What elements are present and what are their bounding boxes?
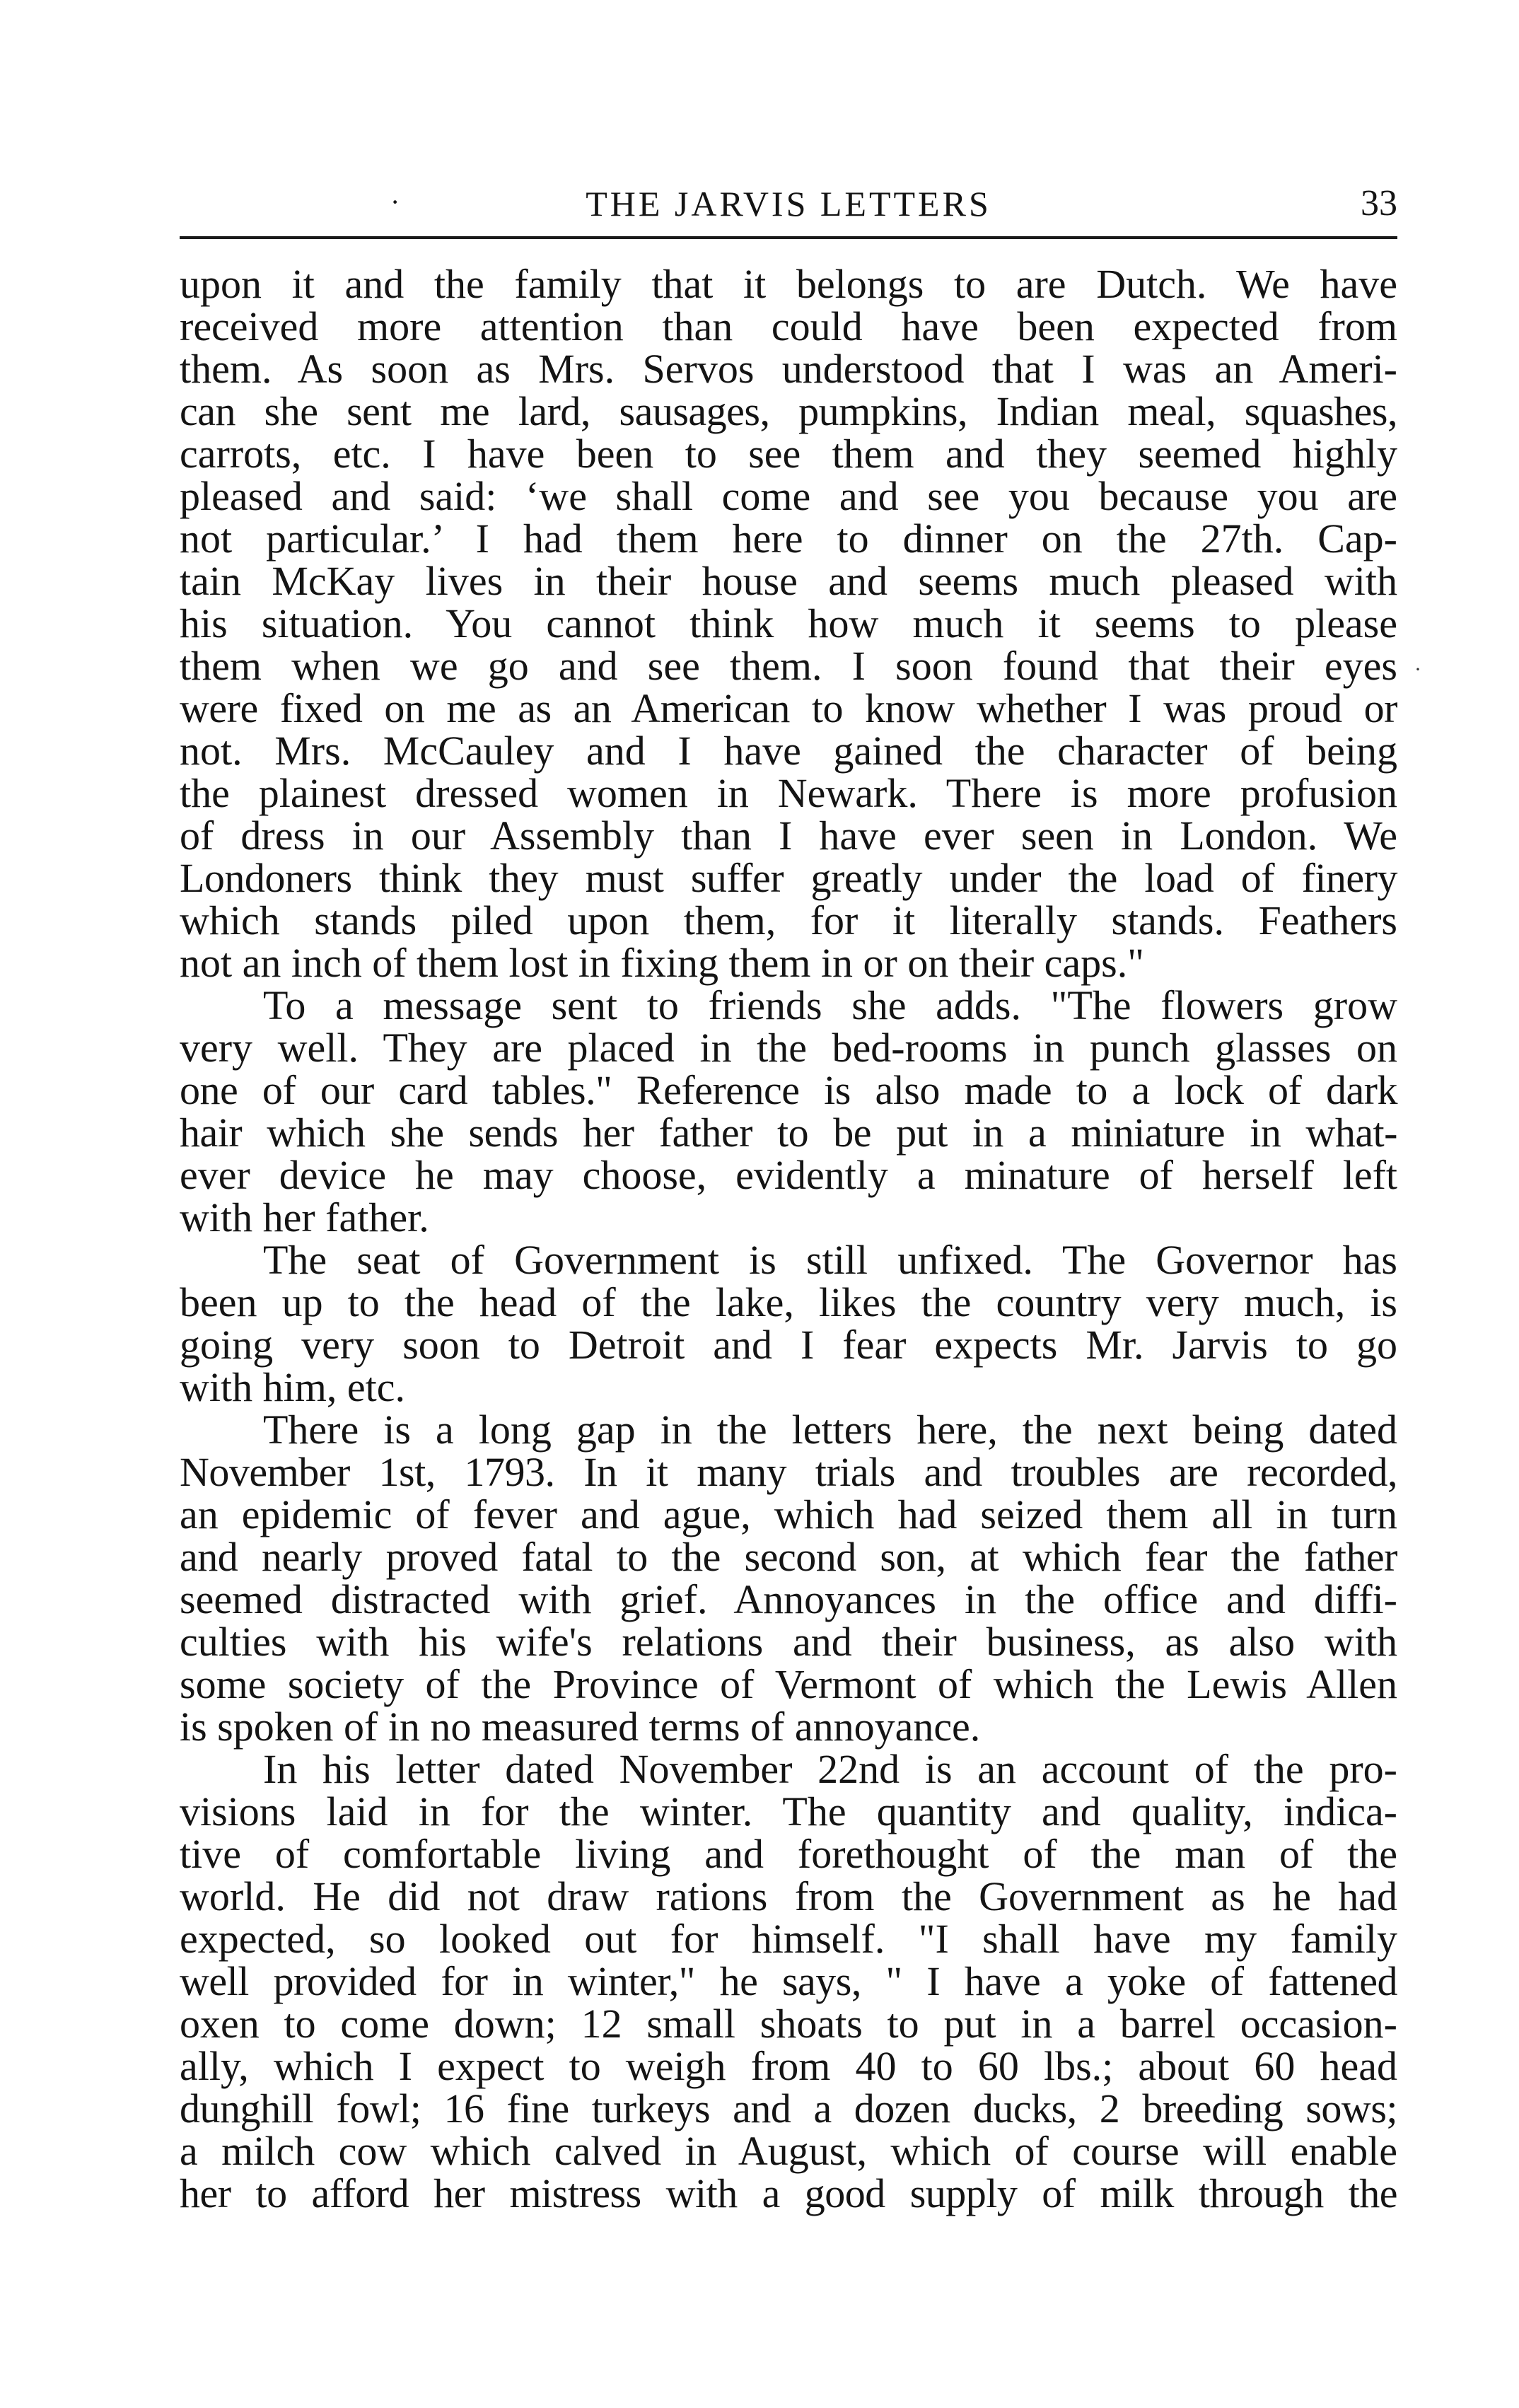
text-line: going very soon to Detroit and I fear expects Mr. Jarvis to go	[180, 1322, 1397, 1368]
paragraph-first-line: There is a long gap in the letters here, the next being dated	[263, 1407, 1397, 1453]
text-line: pleased and said: ‘we shall come and see you because you are	[180, 473, 1397, 519]
text-line: seemed distracted with grief. Annoyances in the office and diffi-	[180, 1576, 1397, 1622]
text-line: tive of comfortable living and forethought of the man of the	[180, 1831, 1397, 1877]
paragraph-first-line: In his letter dated November 22nd is an account of the pro-	[263, 1746, 1397, 1792]
text-line: an epidemic of fever and ague, which had seized them all in turn	[180, 1491, 1397, 1537]
text-line: well provided for in winter," he says, " I have a yoke of fattened	[180, 1958, 1397, 2004]
text-line: is spoken of in no measured terms of annoyance.	[180, 1704, 981, 1750]
text-line: not an inch of them lost in fixing them in or on their caps."	[180, 940, 1144, 986]
text-line: with him, etc.	[180, 1364, 405, 1410]
text-line: with her father.	[180, 1194, 429, 1240]
paragraph-first-line: To a message sent to friends she adds. "The flowers grow	[263, 982, 1397, 1028]
text-line: not particular.’ I had them here to dinner on the 27th. Cap-	[180, 516, 1397, 562]
text-line: Londoners think they must suffer greatly under the load of finery	[180, 855, 1397, 901]
text-line: November 1st, 1793. In it many trials and troubles are recorded,	[180, 1449, 1397, 1495]
text-line: oxen to come down; 12 small shoats to put in a barrel occasion-	[180, 2001, 1397, 2047]
margin-mark: ·	[1414, 658, 1421, 681]
text-line: been up to the head of the lake, likes the country very much, is	[180, 1279, 1397, 1325]
page-number: 33	[1361, 183, 1397, 223]
text-line: can she sent me lard, sausages, pumpkins, Indian meal, squashes,	[180, 388, 1397, 434]
text-line: one of our card tables." Reference is also made to a lock of dark	[180, 1067, 1397, 1113]
paragraph-first-line: The seat of Government is still unfixed. The Governor has	[263, 1237, 1397, 1283]
text-line: hair which she sends her father to be put in a miniature in what-	[180, 1110, 1397, 1156]
text-line: and nearly proved fatal to the second son, at which fear the father	[180, 1534, 1397, 1580]
text-line: his situation. You cannot think how much it seems to please	[180, 600, 1397, 646]
text-line: were fixed on me as an American to know whether I was proud or	[180, 685, 1397, 731]
text-line: her to afford her mistress with a good supply of milk through the	[180, 2170, 1397, 2216]
header-mark: ·	[390, 186, 400, 218]
body-text	[180, 263, 1397, 2215]
text-line: expected, so looked out for himself. "I shall have my family	[180, 1916, 1397, 1962]
text-line: them when we go and see them. I soon found that their eyes	[180, 643, 1397, 689]
text-line: dunghill fowl; 16 fine turkeys and a dozen ducks, 2 breeding sows;	[180, 2086, 1397, 2131]
running-title: THE JARVIS LETTERS	[586, 184, 991, 223]
text-line: the plainest dressed women in Newark. There is more profusion	[180, 770, 1397, 816]
text-line: them. As soon as Mrs. Servos understood that I was an Ameri-	[180, 346, 1397, 392]
text-line: very well. They are placed in the bed-rooms in punch glasses on	[180, 1025, 1397, 1071]
text-line: world. He did not draw rations from the Government as he had	[180, 1873, 1397, 1919]
text-line: culties with his wife's relations and their business, as also with	[180, 1619, 1397, 1665]
text-line: ever device he may choose, evidently a minature of herself left	[180, 1152, 1397, 1198]
text-line: received more attention than could have been expected from	[180, 303, 1397, 349]
text-line: of dress in our Assembly than I have ever seen in London. We	[180, 813, 1397, 859]
text-line: ally, which I expect to weigh from 40 to 60 lbs.; about 60 head	[180, 2043, 1397, 2089]
text-line: not. Mrs. McCauley and I have gained the character of being	[180, 728, 1397, 774]
text-line: which stands piled upon them, for it literally stands. Feathers	[180, 897, 1397, 943]
text-line: visions laid in for the winter. The quantity and quality, indica-	[180, 1788, 1397, 1834]
running-header	[180, 173, 1397, 239]
text-line: carrots, etc. I have been to see them and they seemed highly	[180, 431, 1397, 477]
text-line: a milch cow which calved in August, which of course will enable	[180, 2128, 1397, 2174]
text-line: some society of the Province of Vermont of which the Lewis Allen	[180, 1661, 1397, 1707]
text-line: upon it and the family that it belongs to are Dutch. We have	[180, 261, 1397, 307]
text-line: tain McKay lives in their house and seems much pleased with	[180, 558, 1397, 604]
